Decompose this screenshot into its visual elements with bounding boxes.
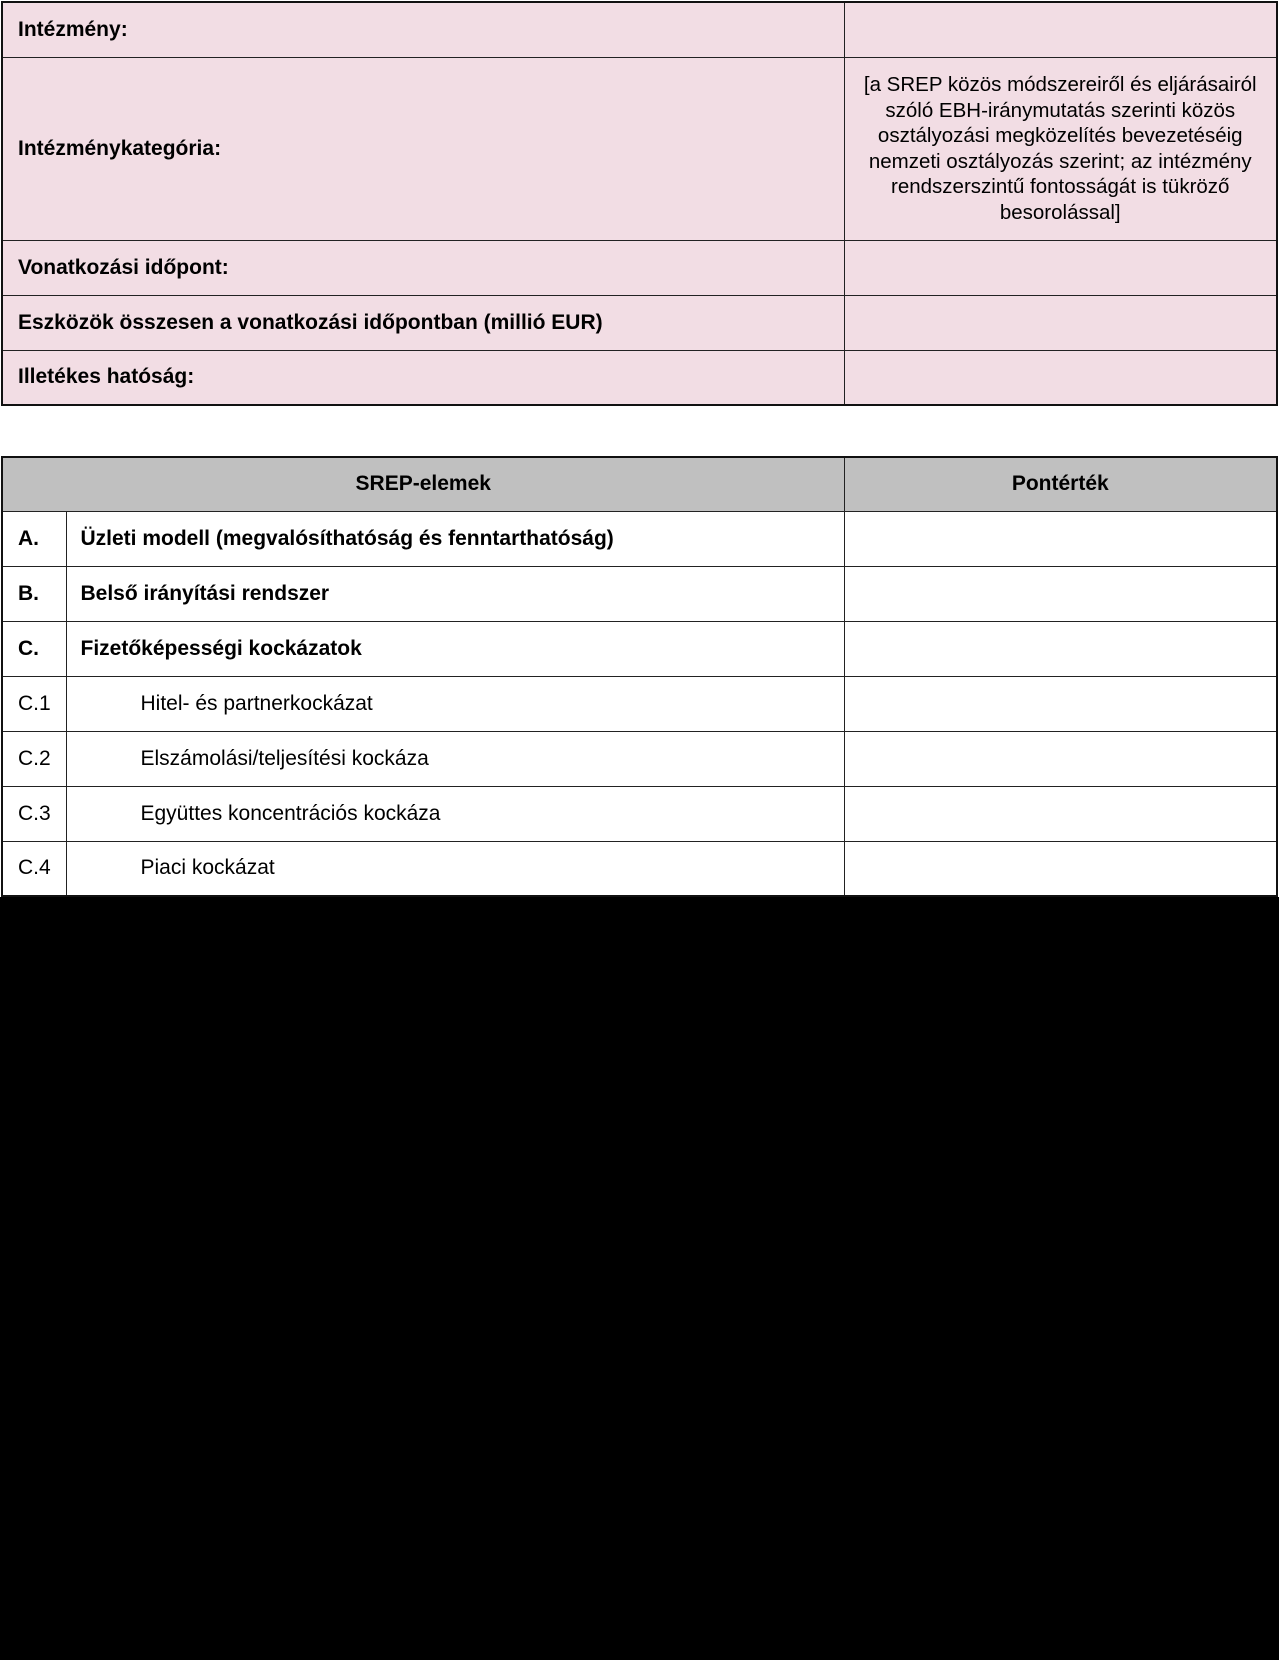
- row-code: C.4: [2, 841, 66, 896]
- header-score: Pontérték: [844, 457, 1277, 511]
- table-row: [2, 566, 1277, 621]
- info-value: [844, 295, 1277, 350]
- row-score: [844, 731, 1277, 786]
- row-name: Együttes koncentrációs kockáza: [66, 786, 844, 841]
- info-label: Vonatkozási időpont:: [2, 240, 844, 295]
- info-label: Intézménykategória:: [2, 57, 844, 240]
- table-row: [2, 786, 1277, 841]
- info-value: [a SREP közös módszereiről és eljárásairól szóló EBH-iránymutatás szerinti közös osztályozási megközelítés bevezetéséig nemzeti osztályozás szerint; az intézmény rendszerszintű fontosságát is tükröző besorolással]: [844, 57, 1277, 240]
- row-code: C.3: [2, 786, 66, 841]
- table-row: [2, 621, 1277, 676]
- row-name: Hitel- és partnerkockázat: [66, 676, 844, 731]
- institution-info-table: [1, 1, 1278, 406]
- row-name: Elszámolási/teljesítési kockáza: [66, 731, 844, 786]
- info-label: Intézmény:: [2, 2, 844, 57]
- row-code: B.: [2, 566, 66, 621]
- info-label: Eszközök összesen a vonatkozási időpontban (millió EUR): [2, 295, 844, 350]
- row-code: C.: [2, 621, 66, 676]
- row-score: [844, 566, 1277, 621]
- table-row: [2, 841, 1277, 896]
- row-name: Belső irányítási rendszer: [66, 566, 844, 621]
- table-row: [2, 676, 1277, 731]
- row-name: Piaci kockázat: [66, 841, 844, 896]
- row-score: [844, 841, 1277, 896]
- row-score: [844, 511, 1277, 566]
- info-row-authority: [2, 350, 1277, 405]
- info-row-reference-date: [2, 240, 1277, 295]
- info-label: Illetékes hatóság:: [2, 350, 844, 405]
- redacted-area: [0, 897, 1279, 1660]
- row-code: A.: [2, 511, 66, 566]
- row-code: C.2: [2, 731, 66, 786]
- info-value: [844, 350, 1277, 405]
- header-srep-elements: SREP-elemek: [2, 457, 844, 511]
- table-row: [2, 511, 1277, 566]
- row-name: Fizetőképességi kockázatok: [66, 621, 844, 676]
- info-row-category: [2, 57, 1277, 240]
- row-score: [844, 786, 1277, 841]
- row-name: Üzleti modell (megvalósíthatóság és fenntarthatóság): [66, 511, 844, 566]
- info-value: [844, 2, 1277, 57]
- table-header: [2, 457, 1277, 511]
- row-code: C.1: [2, 676, 66, 731]
- info-row-total-assets: [2, 295, 1277, 350]
- srep-elements-table: [1, 456, 1278, 897]
- row-score: [844, 621, 1277, 676]
- info-value: [844, 240, 1277, 295]
- info-row-institution: [2, 2, 1277, 57]
- table-row: [2, 731, 1277, 786]
- row-score: [844, 676, 1277, 731]
